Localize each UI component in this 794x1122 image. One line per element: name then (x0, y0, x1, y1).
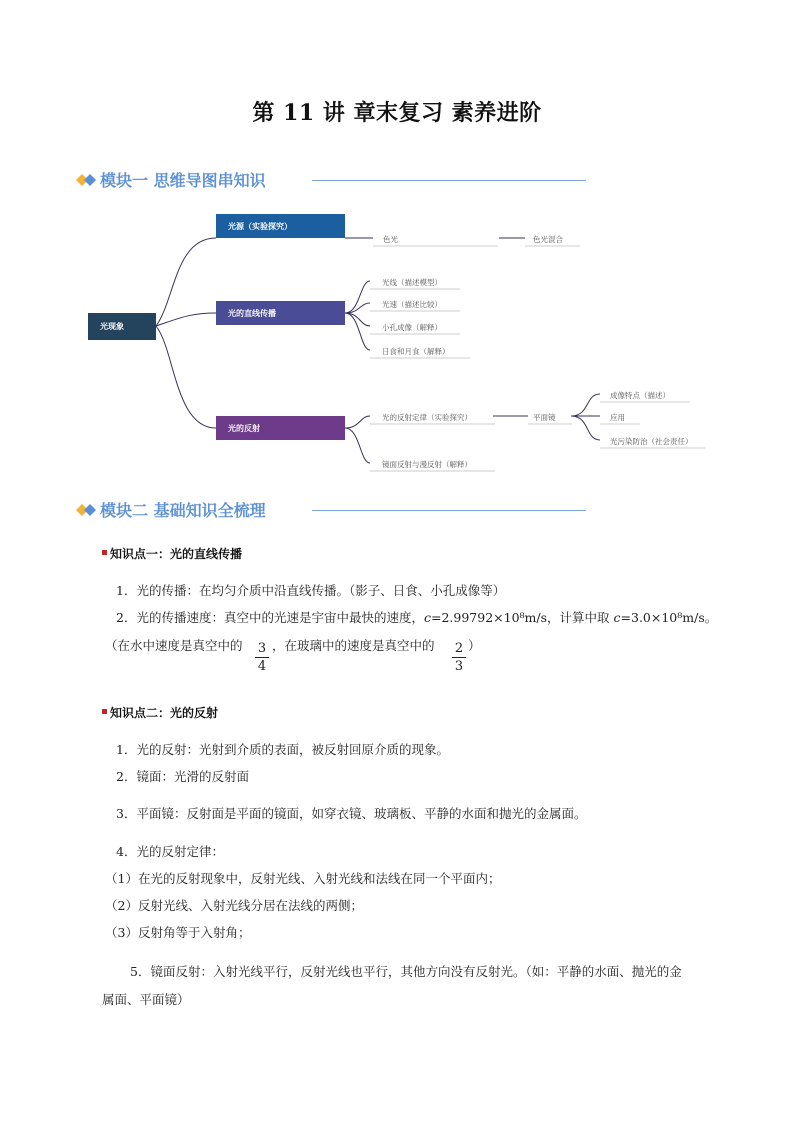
kp2-line8: 5．镜面反射：入射光线平行，反射光线也平行，其他方向没有反射光。（如：平静的水面、抛光的金 (130, 964, 682, 979)
module2-header (76, 496, 586, 524)
bullet-square-icon (102, 550, 107, 555)
mindmap-leaf: 光污染防治（社会责任） (610, 437, 693, 446)
mindmap-leaf: 光速（描述比较） (382, 300, 442, 309)
mindmap-branch-light-source: 光源（实验探究） (216, 214, 345, 238)
mindmap-leaf: 平面镜 (533, 413, 556, 422)
module2-rule (312, 510, 586, 511)
mindmap-branch-straight-line: 光的直线传播 (216, 301, 345, 325)
mindmap-root: 光现象 (88, 313, 156, 340)
kp2-line3: 3．平面镜：反射面是平面的镜面，如穿衣镜、玻璃板、平静的水面和抛光的金属面。 (116, 806, 587, 821)
mindmap-leaf: 小孔成像（解释） (382, 323, 442, 332)
mindmap-leaf: 日食和月食（解释） (382, 347, 450, 356)
mindmap-branch-reflection: 光的反射 (216, 416, 345, 440)
bullet-square-icon (102, 709, 107, 714)
kp2-line9: 属面、平面镜） (102, 992, 190, 1007)
mindmap-leaf: 成像特点（描述） (610, 391, 670, 400)
kp2-line1: 1．光的反射：光射到介质的表面，被反射回原介质的现象。 (116, 742, 449, 757)
kp2-heading: 知识点二：光的反射 (102, 704, 218, 721)
kp1-line2: 2．光的传播速度：真空中的光速是宇宙中最快的速度，c=2.99792×10⁸m/s，计算中取 c=3.0×10⁸m/s。 (116, 610, 718, 625)
kp1-line3a: （在水中速度是真空中的 (105, 638, 243, 653)
kp2-line5: （1）在光的反射现象中，反射光线、入射光线和法线在同一个平面内； (105, 871, 501, 886)
kp1-heading: 知识点一：光的直线传播 (102, 545, 242, 562)
module2-label: 模块二 基础知识全梳理 (100, 501, 266, 520)
kp1-line1: 1．光的传播：在均匀介质中沿直线传播。（影子、日食、小孔成像等） (116, 583, 506, 598)
page-title: 第 11 讲 章末复习 素养进阶 (252, 100, 542, 126)
kp2-line4: 4．光的反射定律： (116, 844, 224, 859)
fraction-two-thirds: $\frac{2}{3}$ (452, 641, 466, 676)
kp2-line6: （2）反射光线、入射光线分居在法线的两侧； (105, 898, 363, 913)
mindmap-leaf: 光线（描述模型） (382, 278, 442, 287)
kp2-line7: （3）反射角等于入射角； (105, 925, 251, 940)
module1-label: 模块一 思维导图串知识 (100, 171, 266, 190)
kp1-line3c: ） (468, 638, 481, 653)
diamond-icon (76, 502, 98, 518)
mindmap-leaf: 色光混合 (533, 235, 563, 244)
fraction-three-quarters: $\frac{3}{4}$ (255, 641, 269, 676)
kp2-line2: 2．镜面：光滑的反射面 (116, 769, 249, 784)
mindmap-leaf: 色光 (383, 235, 398, 244)
kp1-line3b: ，在玻璃中的速度是真空中的 (272, 638, 435, 653)
mindmap-leaf: 光的反射定律（实验探究） (382, 413, 472, 422)
mindmap-leaf: 应用 (610, 413, 625, 422)
mindmap-leaf: 镜面反射与漫反射（解释） (382, 460, 472, 469)
